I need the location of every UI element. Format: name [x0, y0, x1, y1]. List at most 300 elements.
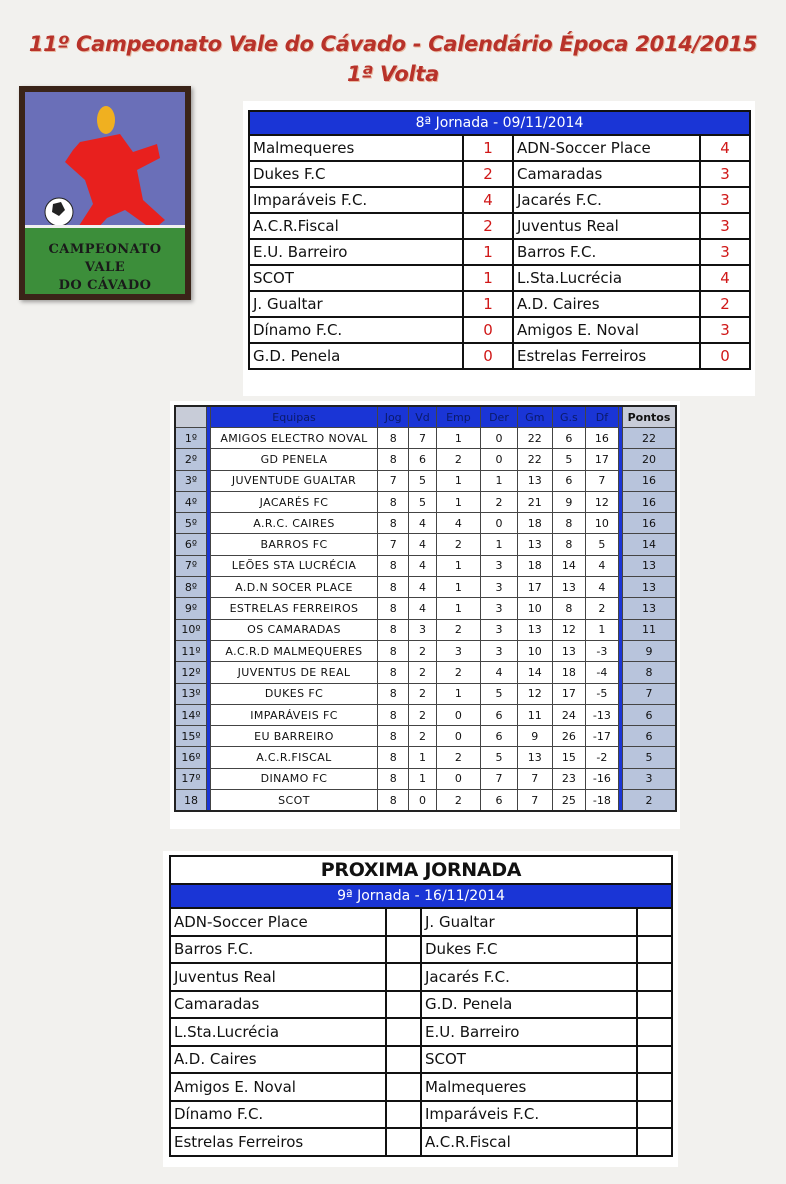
standings-vd: 0	[409, 790, 436, 812]
standings-gm: 12	[517, 683, 552, 704]
standings-gm: 10	[517, 640, 552, 661]
standings-team: AMIGOS ELECTRO NOVAL	[211, 428, 378, 449]
standings-header-vd: Vd	[409, 406, 436, 428]
standings-gm: 9	[517, 726, 552, 747]
standings-df: 7	[585, 470, 618, 491]
fixture-row	[170, 908, 672, 936]
standings-emp: 2	[436, 619, 481, 640]
result-home-team: E.U. Barreiro	[249, 239, 463, 265]
next-round-card	[163, 851, 678, 1167]
result-away-team: Amigos E. Noval	[513, 317, 700, 343]
standings-row	[175, 726, 676, 747]
standings-der: 2	[481, 491, 517, 512]
standings-jog: 7	[378, 534, 409, 555]
standings-der: 5	[481, 747, 517, 768]
standings-emp: 2	[436, 662, 481, 683]
result-home-score: 1	[463, 291, 513, 317]
result-row	[249, 291, 750, 317]
standings-row	[175, 747, 676, 768]
standings-points: 11	[623, 619, 677, 640]
standings-row	[175, 534, 676, 555]
result-away-team: Jacarés F.C.	[513, 187, 700, 213]
standings-vd: 4	[409, 534, 436, 555]
fixture-row	[170, 1101, 672, 1129]
result-home-score: 4	[463, 187, 513, 213]
standings-points: 6	[623, 726, 677, 747]
result-home-team: SCOT	[249, 265, 463, 291]
next-round-table	[169, 855, 673, 1157]
next-round-heading: 9ª Jornada - 16/11/2014	[170, 884, 672, 908]
standings-jog: 8	[378, 598, 409, 619]
standings-df: -5	[585, 683, 618, 704]
standings-der: 3	[481, 555, 517, 576]
standings-df: 4	[585, 555, 618, 576]
standings-emp: 1	[436, 491, 481, 512]
standings-team: JUVENTUS DE REAL	[211, 662, 378, 683]
fixture-home-score	[386, 1101, 421, 1129]
fixture-away-team: G.D. Penela	[421, 991, 637, 1019]
fixture-home-team: Barros F.C.	[170, 936, 386, 964]
standings-header-df: Df	[585, 406, 618, 428]
fixture-away-score	[637, 1046, 672, 1074]
result-away-score: 3	[700, 187, 750, 213]
fixture-away-score	[637, 991, 672, 1019]
standings-df: 2	[585, 598, 618, 619]
standings-gs: 8	[553, 598, 586, 619]
result-away-score: 2	[700, 291, 750, 317]
results-card	[243, 101, 755, 396]
standings-points: 20	[623, 449, 677, 470]
result-row	[249, 213, 750, 239]
standings-team: JACARÉS FC	[211, 491, 378, 512]
standings-gs: 14	[553, 555, 586, 576]
standings-jog: 8	[378, 428, 409, 449]
standings-team: DUKES FC	[211, 683, 378, 704]
standings-gs: 13	[553, 640, 586, 661]
standings-emp: 0	[436, 704, 481, 725]
fixture-away-score	[637, 936, 672, 964]
standings-emp: 1	[436, 598, 481, 619]
result-home-team: Imparáveis F.C.	[249, 187, 463, 213]
fixture-home-team: Juventus Real	[170, 963, 386, 991]
result-away-score: 4	[700, 135, 750, 161]
standings-gm: 18	[517, 513, 552, 534]
standings-points: 7	[623, 683, 677, 704]
fixture-home-score	[386, 1073, 421, 1101]
result-away-score: 3	[700, 239, 750, 265]
standings-position: 8º	[175, 577, 207, 598]
standings-gs: 13	[553, 577, 586, 598]
fixture-away-team: Jacarés F.C.	[421, 963, 637, 991]
standings-header-gs: G.s	[553, 406, 586, 428]
standings-gs: 5	[553, 449, 586, 470]
standings-df: 10	[585, 513, 618, 534]
result-home-team: G.D. Penela	[249, 343, 463, 369]
standings-team: A.D.N SOCER PLACE	[211, 577, 378, 598]
fixture-row	[170, 1046, 672, 1074]
standings-der: 5	[481, 683, 517, 704]
result-home-score: 0	[463, 343, 513, 369]
result-home-team: J. Gualtar	[249, 291, 463, 317]
fixture-away-team: A.C.R.Fiscal	[421, 1128, 637, 1156]
standings-emp: 2	[436, 449, 481, 470]
standings-row	[175, 555, 676, 576]
standings-gm: 22	[517, 449, 552, 470]
standings-df: -2	[585, 747, 618, 768]
standings-emp: 2	[436, 534, 481, 555]
result-home-score: 1	[463, 135, 513, 161]
fixture-row	[170, 936, 672, 964]
standings-df: -4	[585, 662, 618, 683]
standings-der: 1	[481, 534, 517, 555]
standings-emp: 1	[436, 577, 481, 598]
fixture-row	[170, 1128, 672, 1156]
result-away-team: Camaradas	[513, 161, 700, 187]
standings-jog: 8	[378, 555, 409, 576]
standings-vd: 6	[409, 449, 436, 470]
standings-position: 10º	[175, 619, 207, 640]
standings-position: 6º	[175, 534, 207, 555]
standings-df: -13	[585, 704, 618, 725]
standings-der: 6	[481, 726, 517, 747]
standings-gm: 13	[517, 534, 552, 555]
standings-points: 13	[623, 577, 677, 598]
result-row	[249, 135, 750, 161]
standings-points: 22	[623, 428, 677, 449]
standings-jog: 8	[378, 640, 409, 661]
fixture-away-team: Malmequeres	[421, 1073, 637, 1101]
results-heading: 8ª Jornada - 09/11/2014	[249, 111, 750, 135]
standings-position: 7º	[175, 555, 207, 576]
standings-vd: 4	[409, 513, 436, 534]
fixture-home-team: Amigos E. Noval	[170, 1073, 386, 1101]
fixture-away-score	[637, 1018, 672, 1046]
result-away-team: Estrelas Ferreiros	[513, 343, 700, 369]
standings-jog: 8	[378, 790, 409, 812]
standings-gs: 25	[553, 790, 586, 812]
standings-emp: 1	[436, 683, 481, 704]
result-away-team: Juventus Real	[513, 213, 700, 239]
standings-team: A.C.R.D MALMEQUERES	[211, 640, 378, 661]
standings-jog: 8	[378, 747, 409, 768]
standings-row	[175, 640, 676, 661]
fixture-home-team: Estrelas Ferreiros	[170, 1128, 386, 1156]
fixture-row	[170, 963, 672, 991]
standings-points: 6	[623, 704, 677, 725]
standings-jog: 8	[378, 662, 409, 683]
standings-der: 3	[481, 619, 517, 640]
standings-vd: 2	[409, 683, 436, 704]
standings-der: 0	[481, 428, 517, 449]
standings-position: 13º	[175, 683, 207, 704]
standings-row	[175, 768, 676, 789]
fixture-home-team: L.Sta.Lucrécia	[170, 1018, 386, 1046]
fixture-away-team: Imparáveis F.C.	[421, 1101, 637, 1129]
standings-row	[175, 683, 676, 704]
standings-points: 9	[623, 640, 677, 661]
standings-position: 16º	[175, 747, 207, 768]
standings-df: 4	[585, 577, 618, 598]
result-row	[249, 187, 750, 213]
result-home-team: Dínamo F.C.	[249, 317, 463, 343]
standings-points: 13	[623, 555, 677, 576]
standings-position: 15º	[175, 726, 207, 747]
standings-der: 6	[481, 790, 517, 812]
fixture-home-team: Camaradas	[170, 991, 386, 1019]
standings-gm: 13	[517, 747, 552, 768]
standings-team: OS CAMARADAS	[211, 619, 378, 640]
result-home-team: A.C.R.Fiscal	[249, 213, 463, 239]
logo-text-line1: CAMPEONATO	[48, 242, 162, 257]
result-away-team: A.D. Caires	[513, 291, 700, 317]
standings-df: 5	[585, 534, 618, 555]
standings-row	[175, 619, 676, 640]
standings-team: BARROS FC	[211, 534, 378, 555]
result-away-score: 0	[700, 343, 750, 369]
standings-gs: 26	[553, 726, 586, 747]
fixture-home-team: ADN-Soccer Place	[170, 908, 386, 936]
standings-vd: 2	[409, 662, 436, 683]
standings-der: 1	[481, 470, 517, 491]
standings-team: LEÕES STA LUCRÉCIA	[211, 555, 378, 576]
standings-der: 6	[481, 704, 517, 725]
standings-header-pts: Pontos	[623, 406, 677, 428]
standings-row	[175, 491, 676, 512]
standings-row	[175, 598, 676, 619]
standings-row	[175, 449, 676, 470]
standings-row	[175, 428, 676, 449]
standings-vd: 5	[409, 491, 436, 512]
standings-emp: 1	[436, 428, 481, 449]
standings-df: 16	[585, 428, 618, 449]
result-home-team: Dukes F.C	[249, 161, 463, 187]
result-home-score: 2	[463, 213, 513, 239]
standings-vd: 1	[409, 768, 436, 789]
standings-position: 11º	[175, 640, 207, 661]
standings-df: 1	[585, 619, 618, 640]
standings-df: -17	[585, 726, 618, 747]
standings-header-jog: Jog	[378, 406, 409, 428]
fixture-away-team: J. Gualtar	[421, 908, 637, 936]
fixture-home-score	[386, 963, 421, 991]
player-logo-icon	[25, 92, 185, 242]
page-subtitle: 1ª Volta	[347, 62, 439, 86]
standings-emp: 0	[436, 768, 481, 789]
standings-team: IMPARÁVEIS FC	[211, 704, 378, 725]
standings-vd: 7	[409, 428, 436, 449]
standings-der: 3	[481, 598, 517, 619]
standings-gm: 18	[517, 555, 552, 576]
result-away-score: 3	[700, 317, 750, 343]
fixture-home-team: A.D. Caires	[170, 1046, 386, 1074]
result-home-team: Malmequeres	[249, 135, 463, 161]
standings-points: 5	[623, 747, 677, 768]
standings-row	[175, 577, 676, 598]
standings-team: JUVENTUDE GUALTAR	[211, 470, 378, 491]
fixture-away-score	[637, 1128, 672, 1156]
standings-position: 3º	[175, 470, 207, 491]
standings-points: 16	[623, 491, 677, 512]
standings-row	[175, 704, 676, 725]
standings-team: A.R.C. CAIRES	[211, 513, 378, 534]
result-away-team: L.Sta.Lucrécia	[513, 265, 700, 291]
fixture-home-score	[386, 991, 421, 1019]
standings-df: 12	[585, 491, 618, 512]
standings-row	[175, 790, 676, 812]
standings-gs: 8	[553, 534, 586, 555]
standings-gs: 23	[553, 768, 586, 789]
fixture-home-score	[386, 1128, 421, 1156]
fixture-away-score	[637, 1073, 672, 1101]
fixture-away-score	[637, 963, 672, 991]
standings-vd: 4	[409, 577, 436, 598]
standings-vd: 3	[409, 619, 436, 640]
standings-header-gm: Gm	[517, 406, 552, 428]
standings-team: EU BARREIRO	[211, 726, 378, 747]
fixture-away-score	[637, 1101, 672, 1129]
standings-team: A.C.R.FISCAL	[211, 747, 378, 768]
result-away-score: 3	[700, 161, 750, 187]
standings-position: 17º	[175, 768, 207, 789]
standings-emp: 2	[436, 790, 481, 812]
standings-jog: 8	[378, 683, 409, 704]
standings-gs: 15	[553, 747, 586, 768]
standings-points: 16	[623, 470, 677, 491]
result-row	[249, 239, 750, 265]
standings-table	[174, 405, 677, 812]
standings-position: 5º	[175, 513, 207, 534]
standings-vd: 2	[409, 704, 436, 725]
standings-gm: 7	[517, 790, 552, 812]
standings-der: 7	[481, 768, 517, 789]
standings-vd: 1	[409, 747, 436, 768]
standings-gm: 10	[517, 598, 552, 619]
standings-emp: 1	[436, 555, 481, 576]
standings-vd: 4	[409, 555, 436, 576]
fixture-row	[170, 991, 672, 1019]
standings-position: 4º	[175, 491, 207, 512]
standings-der: 3	[481, 577, 517, 598]
standings-points: 16	[623, 513, 677, 534]
standings-position: 2º	[175, 449, 207, 470]
standings-team: SCOT	[211, 790, 378, 812]
standings-position: 18	[175, 790, 207, 812]
standings-vd: 2	[409, 640, 436, 661]
standings-gs: 12	[553, 619, 586, 640]
standings-gm: 11	[517, 704, 552, 725]
fixture-home-team: Dínamo F.C.	[170, 1101, 386, 1129]
result-home-score: 0	[463, 317, 513, 343]
standings-gm: 22	[517, 428, 552, 449]
standings-vd: 2	[409, 726, 436, 747]
fixture-row	[170, 1073, 672, 1101]
standings-jog: 8	[378, 513, 409, 534]
fixture-home-score	[386, 936, 421, 964]
logo-text-line2: VALE	[84, 260, 126, 275]
fixture-away-score	[637, 908, 672, 936]
standings-jog: 8	[378, 704, 409, 725]
fixture-home-score	[386, 1046, 421, 1074]
result-row	[249, 317, 750, 343]
standings-gm: 13	[517, 619, 552, 640]
standings-jog: 7	[378, 470, 409, 491]
result-away-score: 4	[700, 265, 750, 291]
standings-card	[170, 401, 680, 829]
standings-gm: 14	[517, 662, 552, 683]
standings-team: GD PENELA	[211, 449, 378, 470]
standings-points: 8	[623, 662, 677, 683]
standings-gs: 6	[553, 470, 586, 491]
standings-vd: 5	[409, 470, 436, 491]
result-home-score: 1	[463, 239, 513, 265]
page-title: 11º Campeonato Vale do Cávado - Calendário Época 2014/2015	[28, 32, 758, 56]
standings-emp: 2	[436, 747, 481, 768]
standings-der: 4	[481, 662, 517, 683]
standings-points: 3	[623, 768, 677, 789]
fixture-home-score	[386, 1018, 421, 1046]
standings-gs: 8	[553, 513, 586, 534]
next-round-title: PROXIMA JORNADA	[170, 856, 672, 884]
standings-jog: 8	[378, 768, 409, 789]
standings-jog: 8	[378, 449, 409, 470]
fixture-away-team: E.U. Barreiro	[421, 1018, 637, 1046]
standings-df: -3	[585, 640, 618, 661]
standings-der: 3	[481, 640, 517, 661]
standings-team: ESTRELAS FERREIROS	[211, 598, 378, 619]
standings-points: 13	[623, 598, 677, 619]
championship-logo	[19, 86, 191, 300]
standings-vd: 4	[409, 598, 436, 619]
result-away-team: ADN-Soccer Place	[513, 135, 700, 161]
fixture-row	[170, 1018, 672, 1046]
standings-points: 14	[623, 534, 677, 555]
result-row	[249, 161, 750, 187]
standings-points: 2	[623, 790, 677, 812]
standings-gs: 24	[553, 704, 586, 725]
standings-header-team: Equipas	[211, 406, 378, 428]
result-away-team: Barros F.C.	[513, 239, 700, 265]
standings-header-der: Der	[481, 406, 517, 428]
standings-gs: 6	[553, 428, 586, 449]
fixture-away-team: Dukes F.C	[421, 936, 637, 964]
result-row	[249, 343, 750, 369]
standings-gm: 7	[517, 768, 552, 789]
standings-df: 17	[585, 449, 618, 470]
results-table	[248, 110, 751, 370]
standings-position: 14º	[175, 704, 207, 725]
standings-row	[175, 662, 676, 683]
fixture-away-team: SCOT	[421, 1046, 637, 1074]
standings-gm: 21	[517, 491, 552, 512]
standings-jog: 8	[378, 726, 409, 747]
standings-gs: 9	[553, 491, 586, 512]
standings-header-emp: Emp	[436, 406, 481, 428]
standings-row	[175, 470, 676, 491]
standings-team: DINAMO FC	[211, 768, 378, 789]
standings-gm: 17	[517, 577, 552, 598]
standings-der: 0	[481, 513, 517, 534]
standings-gm: 13	[517, 470, 552, 491]
standings-emp: 3	[436, 640, 481, 661]
standings-header-pos	[175, 406, 207, 428]
standings-df: -16	[585, 768, 618, 789]
result-away-score: 3	[700, 213, 750, 239]
fixture-home-score	[386, 908, 421, 936]
standings-gs: 18	[553, 662, 586, 683]
standings-gs: 17	[553, 683, 586, 704]
standings-jog: 8	[378, 619, 409, 640]
result-row	[249, 265, 750, 291]
